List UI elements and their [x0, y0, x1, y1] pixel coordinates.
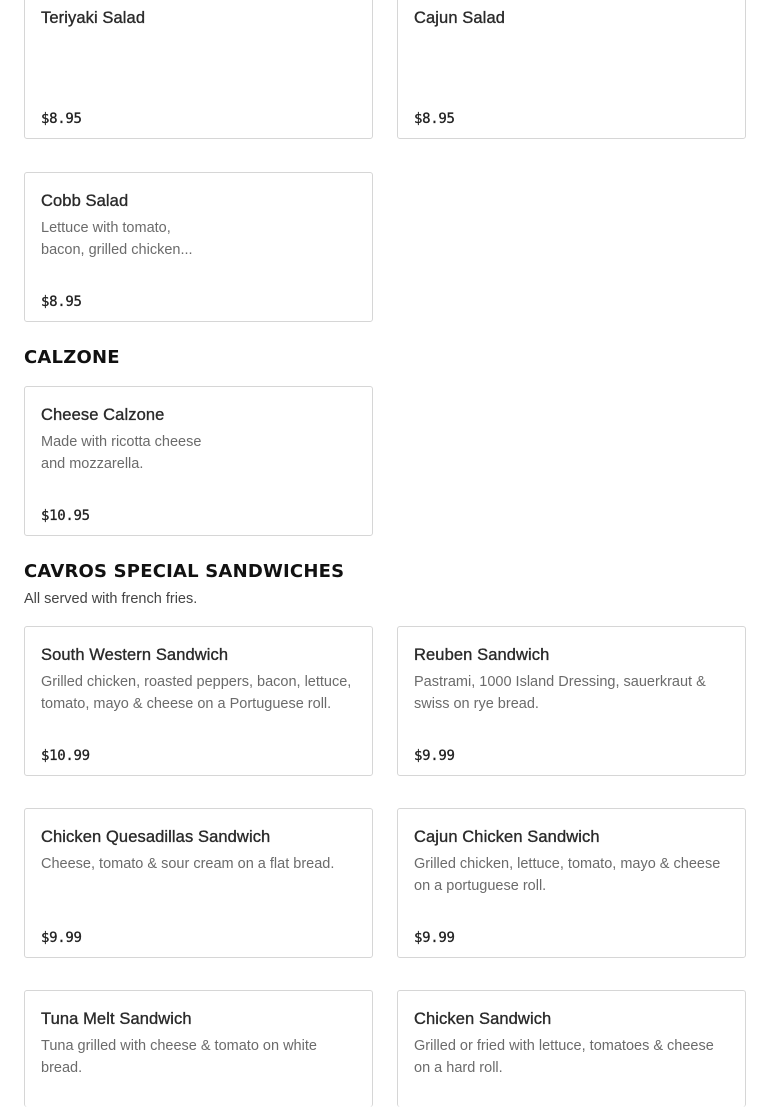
- menu-item-card-cheese-calzone[interactable]: [24, 386, 373, 536]
- menu-item-name: Tuna Melt Sandwich: [41, 1010, 192, 1028]
- menu-item-card-cajun-chicken-sandwich[interactable]: [397, 808, 746, 958]
- menu-item-card-tuna-melt-sandwich[interactable]: [24, 990, 373, 1107]
- menu-item-card-teriyaki-salad[interactable]: [24, 0, 373, 139]
- menu-item-card-cajun-salad[interactable]: [397, 0, 746, 139]
- menu-item-name: Teriyaki Salad: [41, 9, 146, 27]
- menu-item-price: $10.99: [41, 748, 90, 764]
- section-heading-sandwiches: CAVROS SPECIAL SANDWICHES: [24, 561, 345, 582]
- menu-item-name: Cheese Calzone: [41, 406, 165, 424]
- menu-item-description: Grilled chicken, lettuce, tomato, mayo & cheese on a portuguese roll.: [414, 856, 721, 894]
- section-heading-calzone: CALZONE: [24, 347, 120, 368]
- menu-item-description: Lettuce with tomato, bacon, grilled chicken...: [41, 220, 193, 258]
- menu-item-card-chicken-sandwich[interactable]: [397, 990, 746, 1107]
- menu-item-name: Cajun Salad: [414, 9, 505, 27]
- menu-item-name: Cobb Salad: [41, 192, 129, 210]
- menu-item-description: Grilled chicken, roasted peppers, bacon, lettuce, tomato, mayo & cheese on a Portuguese roll.: [41, 674, 352, 712]
- menu-item-card-chicken-quesadillas-sandwich[interactable]: [24, 808, 373, 958]
- menu-item-name: South Western Sandwich: [41, 646, 229, 664]
- menu-item-price: $9.99: [414, 748, 455, 764]
- menu-item-price: $8.95: [41, 111, 82, 127]
- menu-item-price: $9.99: [414, 930, 455, 946]
- menu-item-description: Made with ricotta cheese and mozzarella.: [41, 434, 202, 472]
- menu-item-name: Chicken Quesadillas Sandwich: [41, 828, 271, 846]
- menu-item-name: Reuben Sandwich: [414, 646, 550, 664]
- menu-item-card-reuben-sandwich[interactable]: [397, 626, 746, 776]
- menu-item-price: $10.95: [41, 508, 90, 524]
- menu-item-name: Chicken Sandwich: [414, 1010, 552, 1028]
- section-subtitle: All served with french fries.: [24, 591, 198, 607]
- menu-item-description: Cheese, tomato & sour cream on a flat bread.: [41, 856, 335, 872]
- menu-item-card-cobb-salad[interactable]: [24, 172, 373, 322]
- menu-item-price: $9.99: [41, 930, 82, 946]
- menu-item-card-south-western-sandwich[interactable]: [24, 626, 373, 776]
- menu-item-name: Cajun Chicken Sandwich: [414, 828, 600, 846]
- menu-item-price: $8.95: [41, 294, 82, 310]
- menu-item-description: Pastrami, 1000 Island Dressing, sauerkraut & swiss on rye bread.: [414, 674, 706, 712]
- menu-item-description: Grilled or fried with lettuce, tomatoes & cheese on a hard roll.: [414, 1038, 714, 1076]
- menu-item-price: $8.95: [414, 111, 455, 127]
- menu-item-description: Tuna grilled with cheese & tomato on white bread.: [41, 1038, 317, 1076]
